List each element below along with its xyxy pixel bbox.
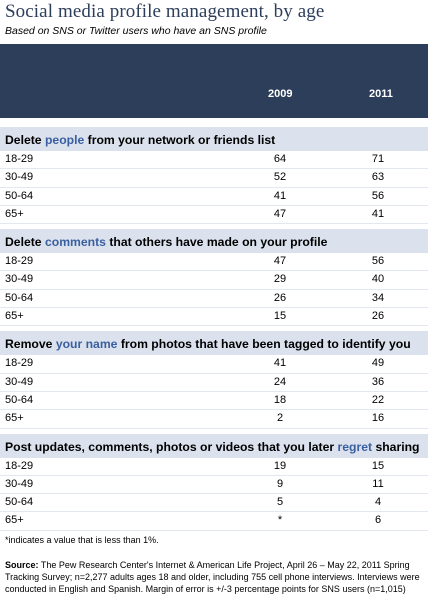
section-heading-text: Delete bbox=[5, 133, 45, 147]
chart-title: Social media profile management, by age bbox=[5, 1, 325, 22]
value-2011: 6 bbox=[374, 514, 382, 527]
value-2009: 64 bbox=[273, 153, 287, 165]
table-row bbox=[0, 494, 428, 512]
table-row bbox=[0, 188, 428, 206]
value-2009: 19 bbox=[273, 459, 287, 472]
source-note bbox=[5, 559, 423, 595]
value-2011: 56 bbox=[371, 255, 385, 268]
table-row bbox=[0, 253, 428, 271]
column-header-2009: 2009 bbox=[268, 88, 293, 100]
age-group-label: 30-49 bbox=[5, 477, 34, 490]
value-2009: 41 bbox=[273, 357, 287, 370]
age-group-label: 50-64 bbox=[5, 393, 34, 406]
value-2009: 47 bbox=[273, 255, 287, 268]
value-2011: 26 bbox=[371, 310, 385, 323]
value-2009: 26 bbox=[273, 291, 287, 304]
age-group-label: 65+ bbox=[5, 412, 24, 425]
section-heading-text: from your network or friends list bbox=[84, 133, 276, 147]
section-heading-highlight: comments bbox=[44, 235, 106, 250]
table-row bbox=[0, 476, 428, 494]
age-group-label: 18-29 bbox=[5, 153, 34, 165]
table-section bbox=[0, 331, 428, 428]
age-group-label: 30-49 bbox=[5, 273, 34, 286]
age-group-label: 50-64 bbox=[5, 189, 34, 202]
value-2009: 24 bbox=[273, 375, 287, 388]
age-group-label: 65+ bbox=[5, 514, 24, 527]
section-heading-text: sharing bbox=[372, 439, 420, 454]
section-heading bbox=[0, 229, 428, 253]
footnote: *indicates a value that is less than 1%. bbox=[5, 535, 159, 545]
section-heading-highlight: people bbox=[44, 133, 85, 147]
value-2011: 71 bbox=[371, 153, 385, 165]
value-2009: 2 bbox=[276, 412, 284, 425]
value-2009: 18 bbox=[273, 393, 287, 406]
age-group-label: 30-49 bbox=[5, 171, 34, 184]
section-heading bbox=[0, 127, 428, 151]
column-header-2011: 2011 bbox=[369, 88, 393, 100]
value-2009: 47 bbox=[273, 207, 287, 220]
value-2011: 56 bbox=[371, 189, 385, 202]
source-label: Source: bbox=[5, 560, 39, 570]
value-2011: 15 bbox=[371, 459, 385, 472]
table-row bbox=[0, 512, 428, 530]
value-2011: 36 bbox=[371, 375, 385, 388]
chart-subtitle: Based on SNS or Twitter users who have an SNS profile bbox=[5, 25, 267, 37]
value-2009: 15 bbox=[273, 310, 287, 323]
value-2009: 9 bbox=[276, 477, 284, 490]
section-heading bbox=[0, 434, 428, 458]
table-row bbox=[0, 458, 428, 476]
value-2009: 29 bbox=[273, 273, 287, 286]
table-row bbox=[0, 410, 428, 428]
value-2011: 49 bbox=[371, 357, 385, 370]
section-heading-highlight: your name bbox=[55, 337, 118, 352]
table-row bbox=[0, 290, 428, 308]
table-section bbox=[0, 434, 428, 531]
value-2011: 16 bbox=[371, 412, 385, 425]
table-row bbox=[0, 355, 428, 373]
table-row bbox=[0, 151, 428, 169]
section-heading-text: Remove bbox=[5, 337, 56, 352]
table-row bbox=[0, 392, 428, 410]
value-2011: 34 bbox=[371, 291, 385, 304]
age-group-label: 50-64 bbox=[5, 291, 34, 304]
section-heading-text: that others have made on your profile bbox=[105, 235, 328, 250]
value-2009: 52 bbox=[273, 171, 287, 184]
section-heading-text: Post updates, comments, photos or videos that you later bbox=[5, 439, 338, 454]
age-group-label: 18-29 bbox=[5, 255, 34, 268]
age-group-label: 18-29 bbox=[5, 459, 34, 472]
value-2009: * bbox=[277, 514, 283, 527]
value-2009: 41 bbox=[273, 189, 287, 202]
value-2011: 11 bbox=[372, 477, 384, 490]
value-2011: 4 bbox=[374, 496, 382, 509]
table-row bbox=[0, 206, 428, 224]
table-header-band bbox=[0, 44, 428, 118]
value-2011: 41 bbox=[371, 207, 385, 220]
age-group-label: 65+ bbox=[5, 207, 24, 220]
value-2009: 5 bbox=[276, 496, 284, 509]
value-2011: 40 bbox=[371, 273, 385, 286]
table-row bbox=[0, 271, 428, 289]
age-group-label: 65+ bbox=[5, 310, 24, 323]
age-group-label: 50-64 bbox=[5, 496, 34, 509]
table-section bbox=[0, 127, 428, 224]
table-body bbox=[0, 122, 428, 531]
table-row bbox=[0, 169, 428, 187]
value-2011: 63 bbox=[371, 171, 385, 184]
table-row bbox=[0, 374, 428, 392]
section-heading-text: Delete bbox=[5, 235, 45, 250]
age-group-label: 30-49 bbox=[5, 375, 34, 388]
section-heading bbox=[0, 331, 428, 355]
age-group-label: 18-29 bbox=[5, 357, 34, 370]
section-heading-text: from photos that have been tagged to identify you bbox=[117, 337, 411, 352]
table-row bbox=[0, 308, 428, 326]
section-heading-highlight: regret bbox=[337, 439, 373, 454]
table-section bbox=[0, 229, 428, 326]
value-2011: 22 bbox=[371, 393, 385, 406]
source-text: The Pew Research Center's Internet & American Life Project, April 26 – May 22, 2011 Spring Tracking Survey; n=2,277 adults ages 18 and older, including 755 cell phone interviews. Interviews were conducted in English and Spanish. Margin of error is +/-3 percentage points for SNS users (n=1,015) bbox=[5, 560, 420, 594]
